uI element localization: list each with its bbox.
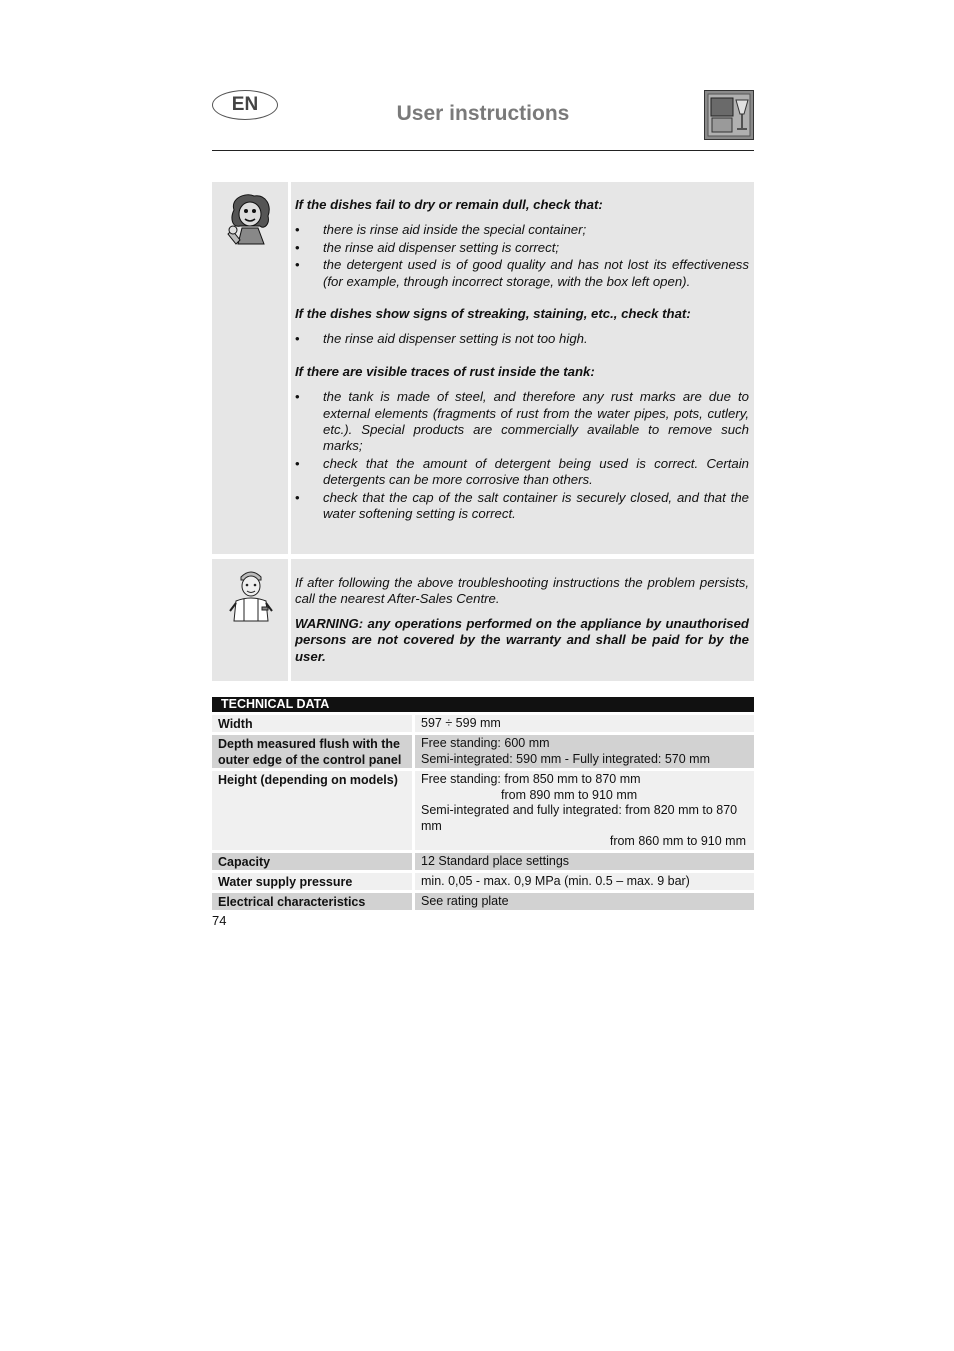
row-label: Height (depending on models) [212,771,412,850]
cartoon-woman-icon [224,190,276,246]
value-line: Semi-integrated: 590 mm - Fully integrated: 570 mm [421,751,711,766]
value-line: 597 ÷ 599 mm [421,716,501,730]
list-item: • the detergent used is of good quality and has not lost its effectiveness (for example, through incorrect storage, with the box left open). [295,257,749,290]
value-line: 12 Standard place settings [421,853,570,868]
table-row [212,771,754,850]
technical-data-table [212,697,754,910]
value-line: Free standing: 600 mm [421,736,550,750]
section-heading: If the dishes show signs of streaking, staining, etc., check that: [295,306,691,322]
table-row [212,893,754,910]
table-row [212,853,754,870]
troubleshooting-content [295,182,749,524]
icon-column [212,559,291,681]
troubleshooting-panel [212,182,754,554]
value-line: from 890 mm to 910 mm [501,787,638,802]
list-item: • there is rinse aid inside the special container; [295,222,749,238]
language-badge: EN [212,90,278,120]
warning-text: WARNING: any operations performed on the appliance by unauthorised persons are not covered by the warranty and shall be paid for by the user. [295,615,749,664]
table-row [212,873,754,890]
row-label: Electrical characteristics [212,893,412,910]
row-value [415,771,754,850]
row-label: Width [212,715,412,732]
check-list [295,389,749,522]
list-item: • check that the cap of the salt container is securely closed, and that the water softening setting is correct. [295,490,749,523]
value-line: min. 0,05 - max. 0,9 MPa (min. 0.5 – max. 9 bar) [421,873,690,888]
table-title: TECHNICAL DATA [212,697,754,712]
section-heading: If there are visible traces of rust inside the tank: [295,363,595,379]
value-line: See rating plate [421,893,509,908]
list-item: • check that the amount of detergent being used is correct. Certain detergents can be more corrosive than others. [295,456,749,489]
row-value [415,853,754,870]
check-list [295,222,749,290]
row-value [415,735,754,768]
service-panel [212,559,754,681]
service-content [295,559,749,665]
service-text: If after following the above troubleshooting instructions the problem persists, call the nearest After-Sales Centre. [295,575,749,607]
table-row [212,735,754,768]
list-item: • the rinse aid dispenser setting is correct; [295,240,749,256]
value-line: Free standing: from 850 mm to 870 mm [421,772,641,786]
value-line: Semi-integrated and fully integrated: from 820 mm to 870 mm [421,803,738,833]
row-label: Capacity [212,853,412,870]
icon-column [212,182,291,554]
list-item: • the tank is made of steel, and therefore any rust marks are due to external elements (fragments of rust from the water pipes, pots, cutlery, etc.). Special products are commercially available to remove such marks; [295,389,749,455]
page-number: 74 [212,913,227,928]
list-item: • the rinse aid dispenser setting is not too high. [295,331,749,347]
value-line: from 860 mm to 910 mm [609,834,746,848]
check-list [295,331,749,347]
row-value [415,893,754,910]
table-row [212,715,754,732]
row-label: Water supply pressure [212,873,412,890]
row-value [415,715,754,732]
section-heading: If the dishes fail to dry or remain dull, check that: [295,197,603,212]
page-header [212,86,754,151]
page-title: User instructions [396,102,570,125]
technician-icon [226,567,276,623]
row-value [415,873,754,890]
dishwasher-icon [704,90,754,140]
row-label: Depth measured flush with the outer edge of the control panel [212,735,412,768]
